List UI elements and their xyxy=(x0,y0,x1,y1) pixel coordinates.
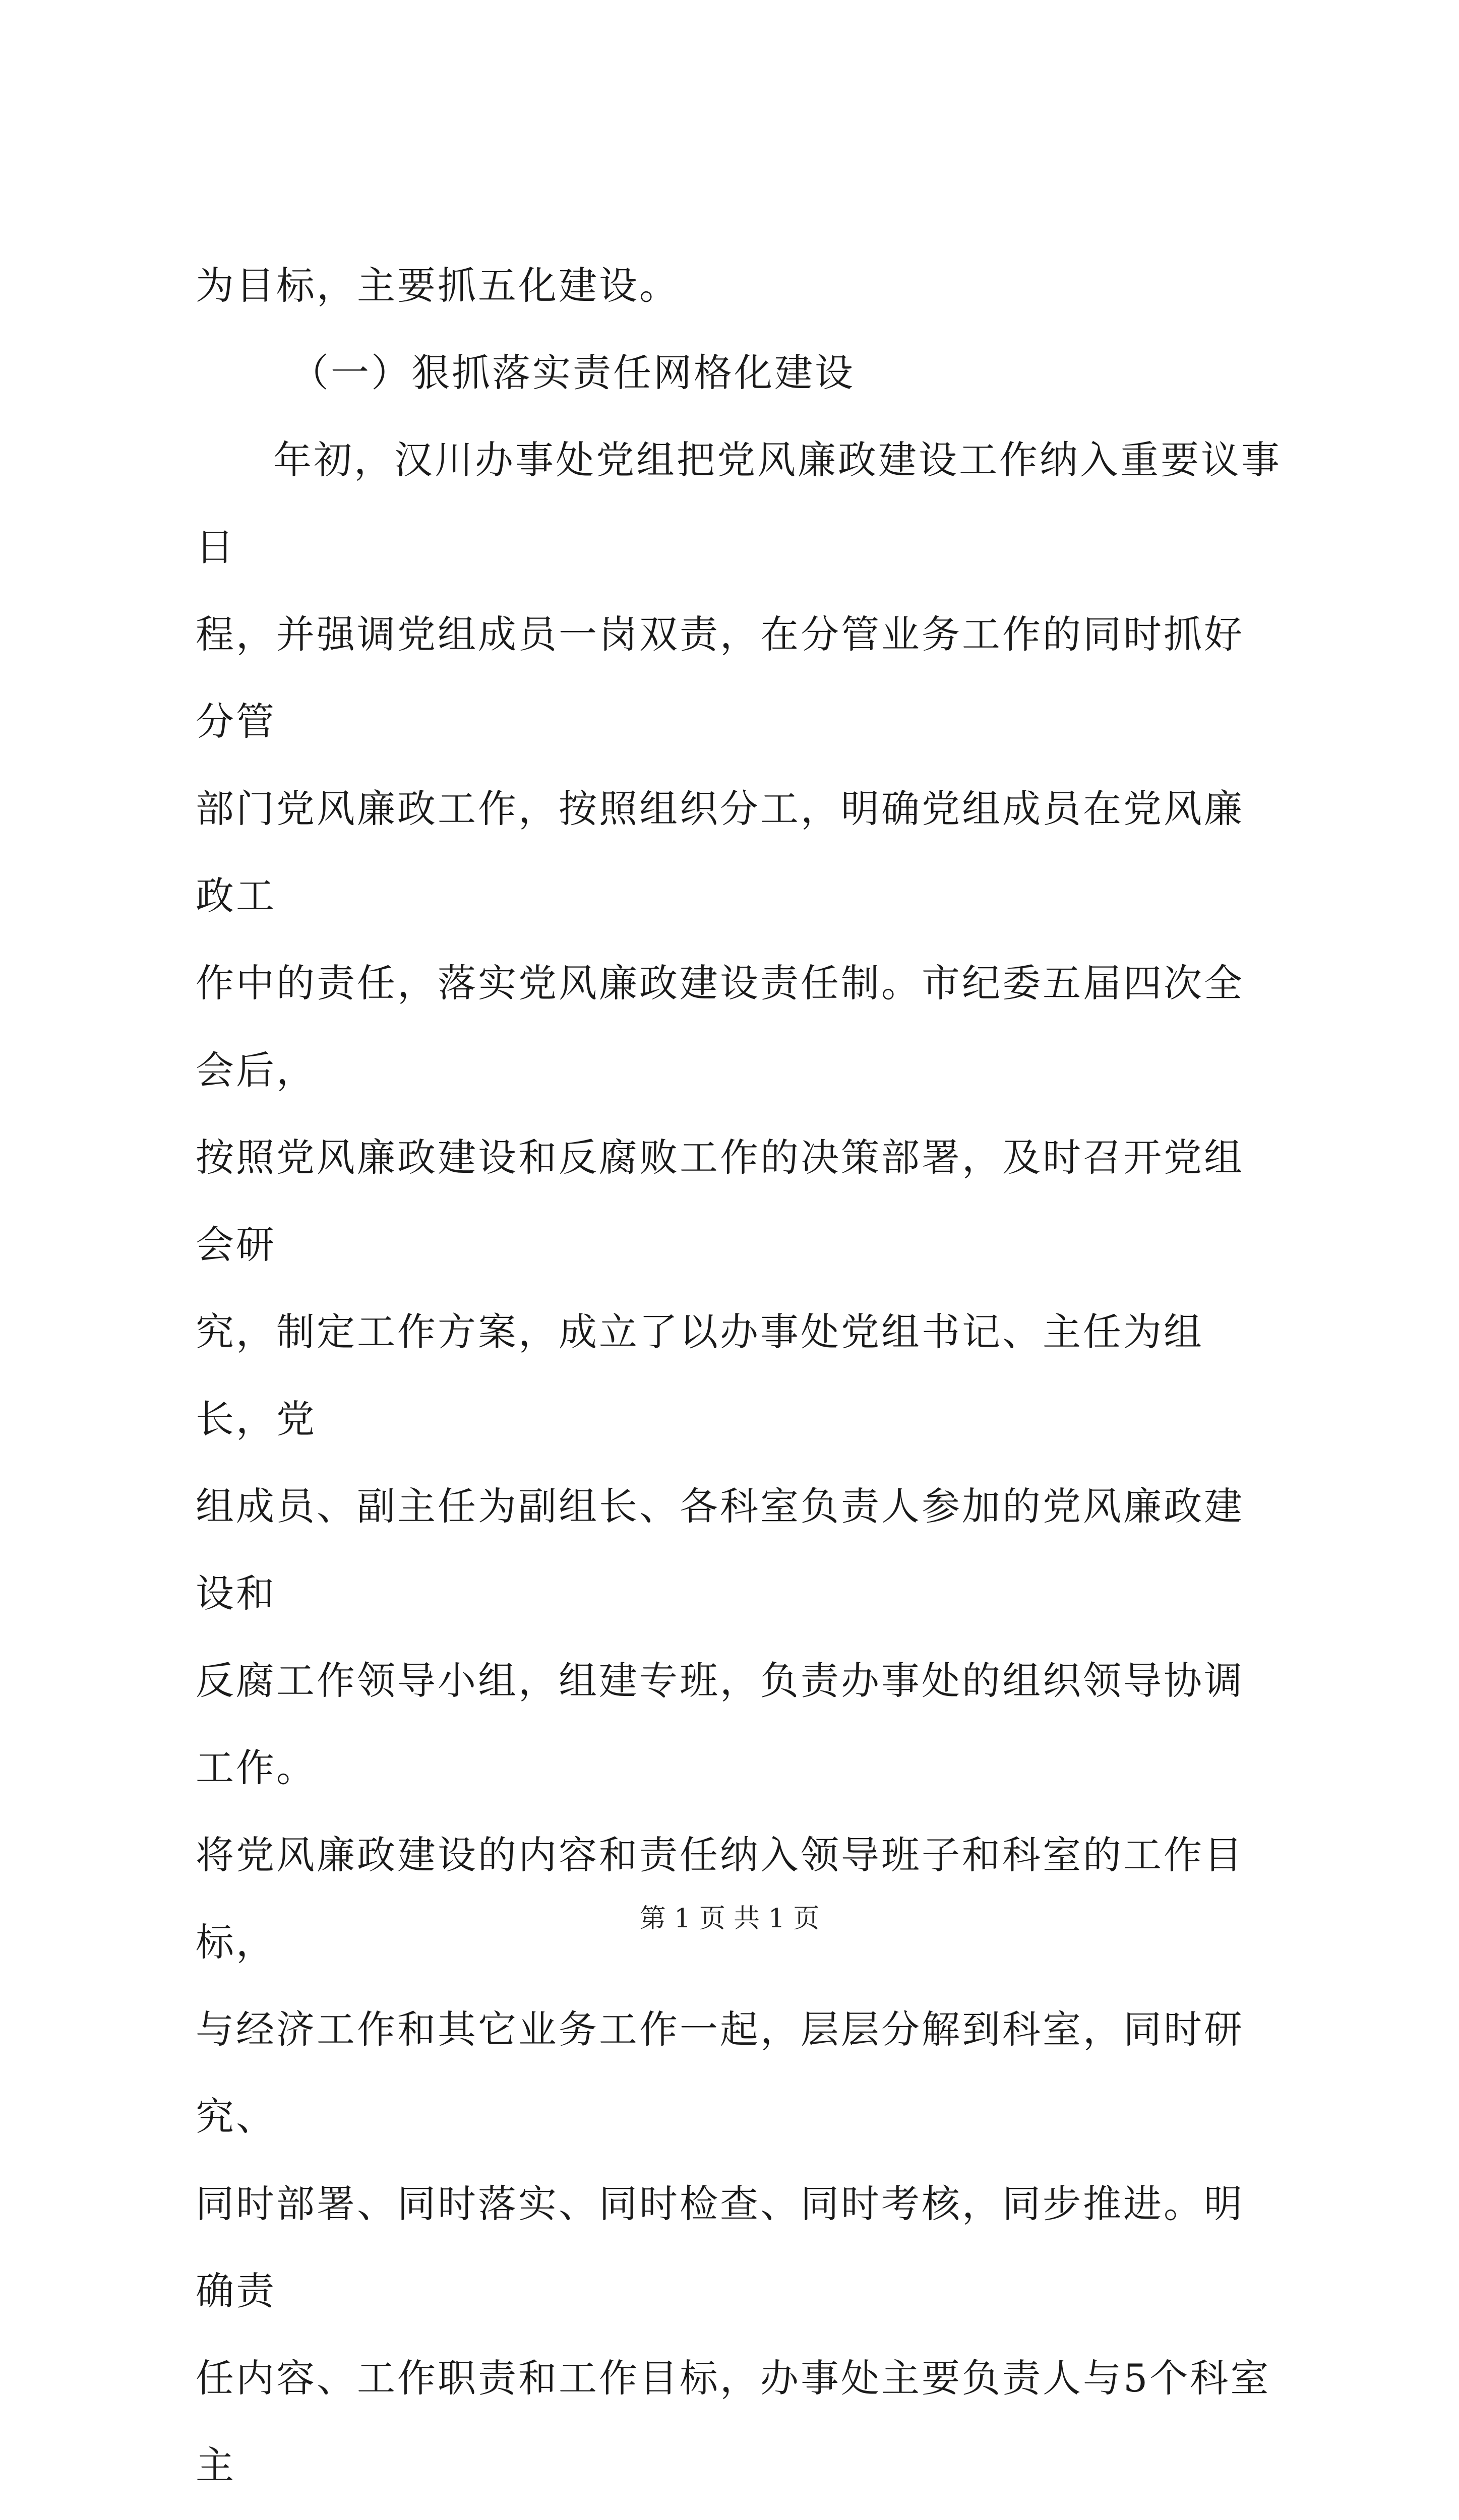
text-line: 与经济工作和其它业务工作一起，层层分解到科室，同时研究、 xyxy=(196,2007,1244,2139)
paragraph-first-line: 年初，汉川办事处党组把党风廉政建设工作纳入重要议事日 xyxy=(196,437,1282,570)
document-body xyxy=(196,242,1282,2520)
text-line: 部门党风廉政工作，按照组织分工，明确党组成员在党风廉政工 xyxy=(196,786,1244,918)
text-line: 组成员、副主任为副组长、各科室负责人参加的党风廉政建设和 xyxy=(196,1484,1244,1616)
text-line: 同时部署、同时落实、同时检查、同时考核，同步推进。明确责 xyxy=(196,2181,1244,2313)
page-footer xyxy=(0,1901,1459,1936)
text-line: 将党风廉政建设的内容和责任纳入领导班子和科室的工作目标， xyxy=(196,1833,1244,1965)
text-line: 反腐工作领导小组，组建专班，负责办事处的组织领导协调工作。 xyxy=(196,1658,1244,1790)
text-line: 程，并强调党组成员一岗双责，在分管业务工作的同时抓好分管 xyxy=(196,612,1244,744)
text-line: 作中的责任，落实党风廉政建设责任制。市纪委五届四次全会后， xyxy=(196,961,1244,1093)
text-line xyxy=(196,2509,1282,2520)
page-number: 第 1 页 共 1 页 xyxy=(639,1904,820,1934)
section-heading: （一）狠抓落实责任网格化建设 xyxy=(290,350,855,395)
text-line: 按照党风廉政建设和反腐败工作的决策部署，及时召开党组会研 xyxy=(196,1135,1244,1267)
text-line: 为目标，主要抓五化建设。 xyxy=(196,263,680,308)
text-line: 任内容、工作职责和工作目标，办事处主要负责人与5个科室主 xyxy=(196,2356,1271,2488)
text-line: 究，制定工作方案，成立了以办事处党组书记、主任为组长，党 xyxy=(196,1309,1204,1441)
